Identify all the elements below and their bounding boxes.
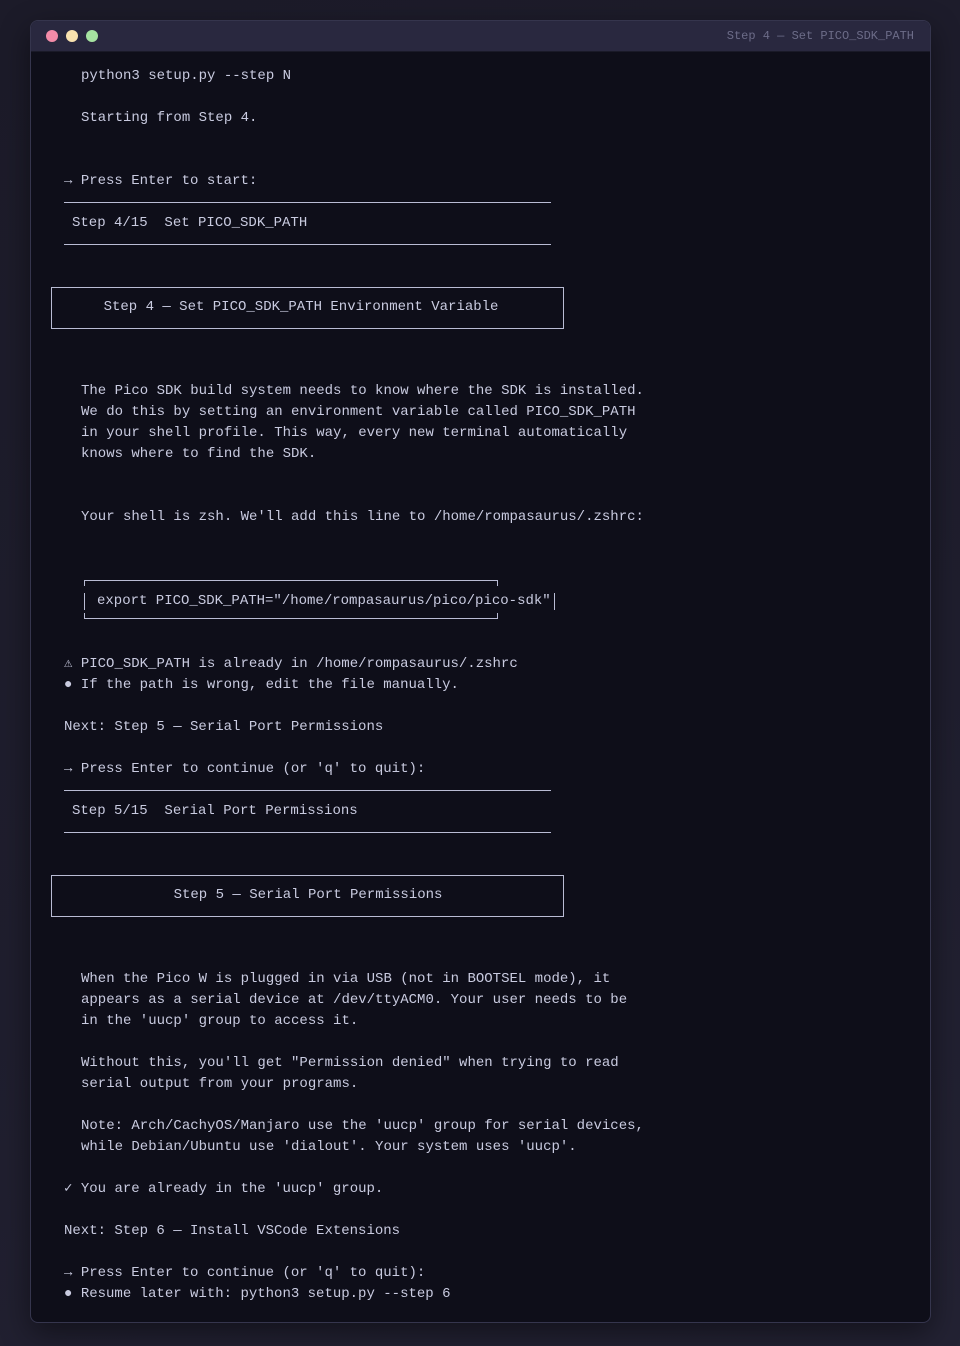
paragraph-line: in the 'uucp' group to access it. xyxy=(81,1013,359,1029)
next-step-text: Next: Step 6 — Install VSCode Extensions xyxy=(64,1223,401,1239)
paragraph-line: appears as a serial device at /dev/ttyACM0. Your user needs to be xyxy=(81,992,628,1008)
description-line: The Pico SDK build system needs to know where the SDK is installed. xyxy=(81,383,644,399)
header-rule-top xyxy=(64,202,551,203)
continue-prompt: → Press Enter to continue (or 'q' to quit): xyxy=(64,1265,426,1281)
paragraph-line: Without this, you'll get "Permission denied" when trying to read xyxy=(81,1055,619,1071)
starting-from-text: Starting from Step 4. xyxy=(81,110,258,126)
warning-line: ⚠ PICO_SDK_PATH is already in /home/rompasaurus/.zshrc xyxy=(64,656,518,672)
paragraph-line: serial output from your programs. xyxy=(81,1076,359,1092)
step-title: Step 4 — Set PICO_SDK_PATH Environment Variable xyxy=(103,299,499,315)
code-box-top-border xyxy=(84,580,498,586)
arrow-right-icon: → xyxy=(64,173,73,189)
code-line[interactable]: export PICO_SDK_PATH="/home/rompasaurus/pico/pico-sdk" xyxy=(97,593,551,609)
resume-hint-command: python3 setup.py --step N xyxy=(81,68,292,84)
maximize-button[interactable] xyxy=(86,30,98,42)
title-bar xyxy=(31,21,930,52)
paragraph-line: while Debian/Ubuntu use 'dialout'. Your system uses 'uucp'. xyxy=(81,1139,577,1155)
minimize-button[interactable] xyxy=(66,30,78,42)
header-rule-top xyxy=(64,790,551,791)
paragraph-line: When the Pico W is plugged in via USB (not in BOOTSEL mode), it xyxy=(81,971,611,987)
code-box-right-border xyxy=(554,593,555,610)
terminal-window xyxy=(30,20,931,1323)
continue-prompt: → Press Enter to continue (or 'q' to quit): xyxy=(64,761,426,777)
success-line: ✓ You are already in the 'uucp' group. xyxy=(64,1181,384,1197)
arrow-right-icon: → xyxy=(64,1265,73,1281)
paragraph-line: Note: Arch/CachyOS/Manjaro use the 'uucp' group for serial devices, xyxy=(81,1118,644,1134)
step-header: Step 5/15 Serial Port Permissions xyxy=(72,803,358,819)
code-box-bottom-border xyxy=(84,613,498,619)
resume-line: ● Resume later with: python3 setup.py --step 6 xyxy=(64,1286,451,1302)
shell-info: Your shell is zsh. We'll add this line to /home/rompasaurus/.zshrc: xyxy=(81,509,644,525)
warning-icon: ⚠ xyxy=(64,656,73,672)
window-title: Step 4 — Set PICO_SDK_PATH xyxy=(726,29,914,43)
header-rule-bottom xyxy=(64,244,551,245)
step-header: Step 4/15 Set PICO_SDK_PATH xyxy=(72,215,308,231)
description-line: We do this by setting an environment variable called PICO_SDK_PATH xyxy=(81,404,636,420)
close-button[interactable] xyxy=(46,30,58,42)
terminal-output[interactable] xyxy=(31,52,930,1322)
checkmark-icon: ✓ xyxy=(64,1181,73,1197)
press-enter-start-prompt: → Press Enter to start: xyxy=(64,173,258,189)
note-line: ● If the path is wrong, edit the file manually. xyxy=(64,677,459,693)
bullet-icon: ● xyxy=(64,1286,73,1302)
code-box-left-border xyxy=(84,593,85,610)
bullet-icon: ● xyxy=(64,677,73,693)
description-line: in your shell profile. This way, every new terminal automatically xyxy=(81,425,628,441)
description-line: knows where to find the SDK. xyxy=(81,446,317,462)
header-rule-bottom xyxy=(64,832,551,833)
next-step-text: Next: Step 5 — Serial Port Permissions xyxy=(64,719,384,735)
step-title: Step 5 — Serial Port Permissions xyxy=(173,887,443,903)
arrow-right-icon: → xyxy=(64,761,73,777)
